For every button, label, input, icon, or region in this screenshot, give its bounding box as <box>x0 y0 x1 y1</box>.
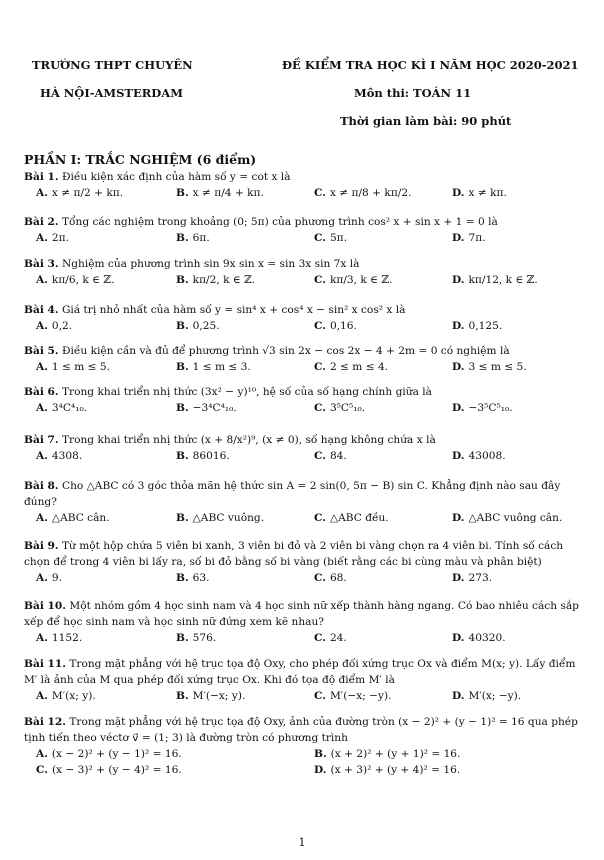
question-5 <box>24 343 580 375</box>
question-1 <box>24 169 580 201</box>
option-d[interactable]: D. x ≠ kπ. <box>452 187 507 199</box>
question-text: Cho △ABC có 3 góc thỏa mãn hệ thức sin A = 2 sin(0, 5π − B) sin C. Khẳng định nào sau đây đúng? <box>24 480 561 508</box>
question-11 <box>24 656 580 704</box>
option-d[interactable]: D. 0,125. <box>452 320 503 332</box>
option-d[interactable]: D. 7π. <box>452 232 486 244</box>
option-c[interactable]: C. 3⁵C⁵₁₀. <box>314 402 366 414</box>
option-a[interactable]: A. 4308. <box>36 450 83 462</box>
option-c[interactable]: C. 0,16. <box>314 320 357 332</box>
question-label: Bài 2. <box>24 216 59 228</box>
option-a[interactable]: A. 2π. <box>36 232 69 244</box>
question-text: Một nhóm gồm 4 học sinh nam và 4 học sinh nữ xếp thành hàng ngang. Có bao nhiêu cách sắp xếp để học sinh nam và học sinh nữ đứng xem kẽ nhau? <box>24 600 579 628</box>
question-label: Bài 10. <box>24 600 66 612</box>
option-c[interactable]: C. △ABC đều. <box>314 512 389 524</box>
option-a[interactable]: A. (x − 2)² + (y − 1)² = 16. <box>36 748 182 760</box>
question-text: Điều kiện xác định của hàm số y = cot x là <box>61 171 291 183</box>
section-title: PHẦN I: TRẮC NGHIỆM (6 điểm) <box>24 152 257 167</box>
option-b[interactable]: B. M′(−x; y). <box>176 690 246 702</box>
question-label: Bài 8. <box>24 480 59 492</box>
option-a[interactable]: A. 1152. <box>36 632 83 644</box>
question-label: Bài 9. <box>24 540 59 552</box>
option-b[interactable]: B. 0,25. <box>176 320 220 332</box>
option-d[interactable]: D. M′(x; −y). <box>452 690 522 702</box>
option-b[interactable]: B. −3⁴C⁴₁₀. <box>176 402 237 414</box>
option-d[interactable]: D. 273. <box>452 572 493 584</box>
question-text: Từ một hộp chứa 5 viên bi xanh, 3 viên bi đỏ và 2 viên bi vàng chọn ra 4 viên bi. Tính số cách chọn để trong 4 viên bi lấy ra, số bi đỏ bằng số bi vàng (biết rằng các bi cùng màu và phân biệt) <box>24 540 564 568</box>
option-a[interactable]: A. x ≠ π/2 + kπ. <box>36 187 124 199</box>
exam-title: ĐỀ KIỂM TRA HỌC KÌ I NĂM HỌC 2020-2021 <box>282 58 579 72</box>
question-label: Bài 4. <box>24 304 59 316</box>
question-9 <box>24 538 580 586</box>
option-b[interactable]: B. 576. <box>176 632 217 644</box>
option-c[interactable]: C. 2 ≤ m ≤ 4. <box>314 361 389 373</box>
option-c[interactable]: C. x ≠ π/8 + kπ/2. <box>314 187 412 199</box>
option-b[interactable]: B. x ≠ π/4 + kπ. <box>176 187 264 199</box>
option-d[interactable]: D. −3⁵C⁵₁₀. <box>452 402 513 414</box>
question-label: Bài 1. <box>24 171 59 183</box>
option-c[interactable]: C. M′(−x; −y). <box>314 690 392 702</box>
option-c[interactable]: C. 5π. <box>314 232 348 244</box>
option-c[interactable]: C. kπ/3, k ∈ ℤ. <box>314 274 393 286</box>
question-3 <box>24 256 580 288</box>
question-label: Bài 5. <box>24 345 59 357</box>
option-a[interactable]: A. △ABC cân. <box>36 512 110 524</box>
question-text: Trong khai triển nhị thức (x + 8/x²)⁹, (x ≠ 0), số hạng không chứa x là <box>61 434 436 446</box>
option-d[interactable]: D. 43008. <box>452 450 506 462</box>
option-a[interactable]: A. 3⁴C⁴₁₀. <box>36 402 88 414</box>
option-a[interactable]: A. kπ/6, k ∈ ℤ. <box>36 274 115 286</box>
option-b[interactable]: B. △ABC vuông. <box>176 512 265 524</box>
question-text: Nghiệm của phương trình sin 9x sin x = sin 3x sin 7x là <box>61 258 360 270</box>
school-name-line2: HÀ NỘI-AMSTERDAM <box>40 86 183 100</box>
option-d[interactable]: D. △ABC vuông cân. <box>452 512 563 524</box>
option-d[interactable]: D. 3 ≤ m ≤ 5. <box>452 361 527 373</box>
question-text: Trong khai triển nhị thức (3x² − y)¹⁰, hệ số của số hạng chính giữa là <box>61 386 432 398</box>
question-4 <box>24 302 580 334</box>
question-label: Bài 11. <box>24 658 66 670</box>
question-text: Trong mặt phẳng với hệ trục tọa độ Oxy, cho phép đối xứng trục Ox và điểm M(x; y). Lấy điểm M′ là ảnh của M qua phép đối xứng trục Ox. Khi đó tọa độ điểm M′ là <box>24 658 576 686</box>
option-c[interactable]: C. 24. <box>314 632 347 644</box>
option-b[interactable]: B. 63. <box>176 572 210 584</box>
question-2 <box>24 214 580 246</box>
exam-duration: Thời gian làm bài: 90 phút <box>340 114 512 128</box>
page-number: 1 <box>298 836 306 849</box>
option-b[interactable]: B. 86016. <box>176 450 230 462</box>
option-b[interactable]: B. 6π. <box>176 232 210 244</box>
exam-subject: Môn thi: TOÁN 11 <box>354 86 472 100</box>
option-a[interactable]: A. 1 ≤ m ≤ 5. <box>36 361 111 373</box>
option-b[interactable]: B. (x + 2)² + (y + 1)² = 16. <box>314 748 461 760</box>
question-6 <box>24 384 580 416</box>
option-a[interactable]: A. 9. <box>36 572 63 584</box>
question-label: Bài 7. <box>24 434 59 446</box>
question-text: Giá trị nhỏ nhất của hàm số y = sin⁴ x + cos⁴ x − sin² x cos² x là <box>61 304 406 316</box>
option-d[interactable]: D. kπ/12, k ∈ ℤ. <box>452 274 538 286</box>
question-10 <box>24 598 580 646</box>
option-c[interactable]: C. (x − 3)² + (y − 4)² = 16. <box>36 764 182 776</box>
question-7 <box>24 432 580 464</box>
option-a[interactable]: A. M′(x; y). <box>36 690 96 702</box>
option-d[interactable]: D. 40320. <box>452 632 506 644</box>
option-b[interactable]: B. 1 ≤ m ≤ 3. <box>176 361 251 373</box>
option-d[interactable]: D. (x + 3)² + (y + 4)² = 16. <box>314 764 461 776</box>
question-label: Bài 12. <box>24 716 66 728</box>
option-c[interactable]: C. 68. <box>314 572 347 584</box>
option-a[interactable]: A. 0,2. <box>36 320 73 332</box>
question-text: Điều kiện cần và đủ để phương trình √3 sin 2x − cos 2x − 4 + 2m = 0 có nghiệm là <box>61 345 510 357</box>
option-c[interactable]: C. 84. <box>314 450 347 462</box>
question-12 <box>24 714 580 778</box>
question-text: Trong mặt phẳng với hệ trục tọa độ Oxy, ảnh của đường tròn (x − 2)² + (y − 1)² = 16 qua phép tịnh tiến theo véctơ v⃗ = (1; 3) là đường tròn có phương trình <box>24 716 578 744</box>
school-name-line1: TRƯỜNG THPT CHUYÊN <box>32 58 193 72</box>
question-label: Bài 6. <box>24 386 59 398</box>
option-b[interactable]: B. kπ/2, k ∈ ℤ. <box>176 274 256 286</box>
question-label: Bài 3. <box>24 258 59 270</box>
question-text: Tổng các nghiệm trong khoảng (0; 5π) của phương trình cos² x + sin x + 1 = 0 là <box>61 216 498 228</box>
question-8 <box>24 478 580 526</box>
